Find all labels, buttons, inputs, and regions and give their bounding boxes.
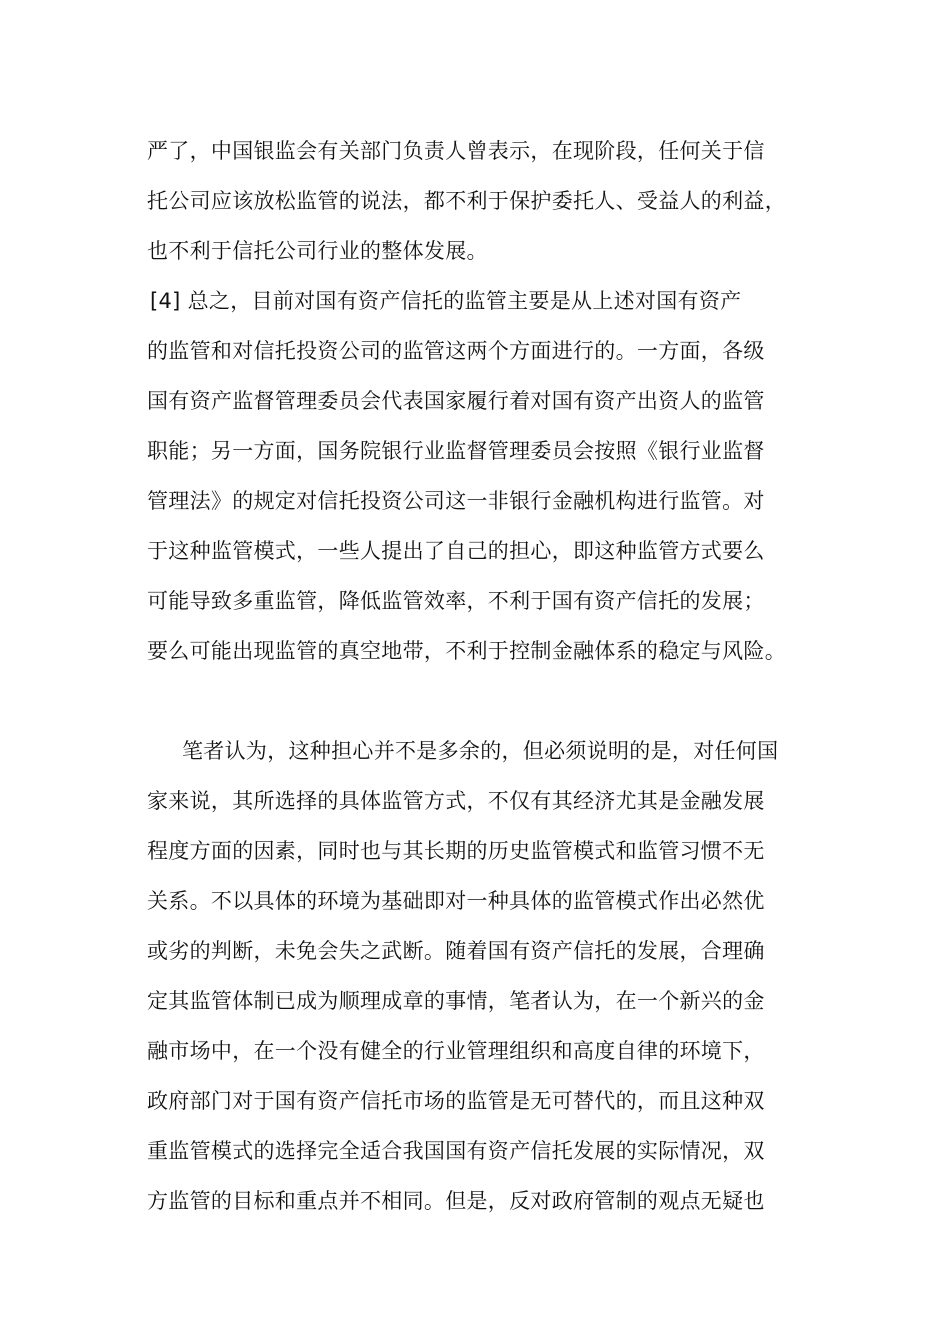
paragraph-1-line-1: 严了，中国银监会有关部门负责人曾表示，在现阶段，任何关于信 xyxy=(147,139,765,163)
paragraph-3-line-9: 重监管模式的选择完全适合我国国有资产信托发展的实际情况，双 xyxy=(147,1139,765,1163)
paragraph-1-line-3: 也不利于信托公司行业的整体发展。 xyxy=(147,239,488,263)
paragraph-3-line-1: 笔者认为，这种担心并不是多余的，但必须说明的是，对任何国 xyxy=(182,739,779,763)
paragraph-2-line-4: 职能；另一方面，国务院银行业监督管理委员会按照《银行业监督 xyxy=(147,439,765,463)
paragraph-3-line-5: 或劣的判断，未免会失之武断。随着国有资产信托的发展，合理确 xyxy=(147,939,765,963)
paragraph-1-line-2: 托公司应该放松监管的说法，都不利于保护委托人、受益人的利益， xyxy=(147,189,786,213)
paragraph-2-line-6: 于这种监管模式，一些人提出了自己的担心，即这种监管方式要么 xyxy=(147,539,765,563)
paragraph-3-line-4: 关系。不以具体的环境为基础即对一种具体的监管模式作出必然优 xyxy=(147,889,765,913)
paragraph-3-line-10: 方监管的目标和重点并不相同。但是，反对政府管制的观点无疑也 xyxy=(147,1189,765,1213)
paragraph-3-line-7: 融市场中，在一个没有健全的行业管理组织和高度自律的环境下， xyxy=(147,1039,765,1063)
paragraph-3-line-8: 政府部门对于国有资产信托市场的监管是无可替代的，而且这种双 xyxy=(147,1089,765,1113)
paragraph-2-line-8: 要么可能出现监管的真空地带，不利于控制金融体系的稳定与风险。 xyxy=(147,639,786,663)
paragraph-2-line-1: [4] 总之，目前对国有资产信托的监管主要是从上述对国有资产 xyxy=(150,289,742,313)
paragraph-2-line-5: 管理法》的规定对信托投资公司这一非银行金融机构进行监管。对 xyxy=(147,489,765,513)
paragraph-2-line-3: 国有资产监督管理委员会代表国家履行着对国有资产出资人的监管 xyxy=(147,389,765,413)
paragraph-3-line-6: 定其监管体制已成为顺理成章的事情，笔者认为，在一个新兴的金 xyxy=(147,989,765,1013)
paragraph-3-line-2: 家来说，其所选择的具体监管方式，不仅有其经济尤其是金融发展 xyxy=(147,789,765,813)
paragraph-2-line-2: 的监管和对信托投资公司的监管这两个方面进行的。一方面，各级 xyxy=(147,339,765,363)
paragraph-3-line-3: 程度方面的因素，同时也与其长期的历史监管模式和监管习惯不无 xyxy=(147,839,765,863)
paragraph-2-line-7: 可能导致多重监管，降低监管效率，不利于国有资产信托的发展； xyxy=(147,589,765,613)
